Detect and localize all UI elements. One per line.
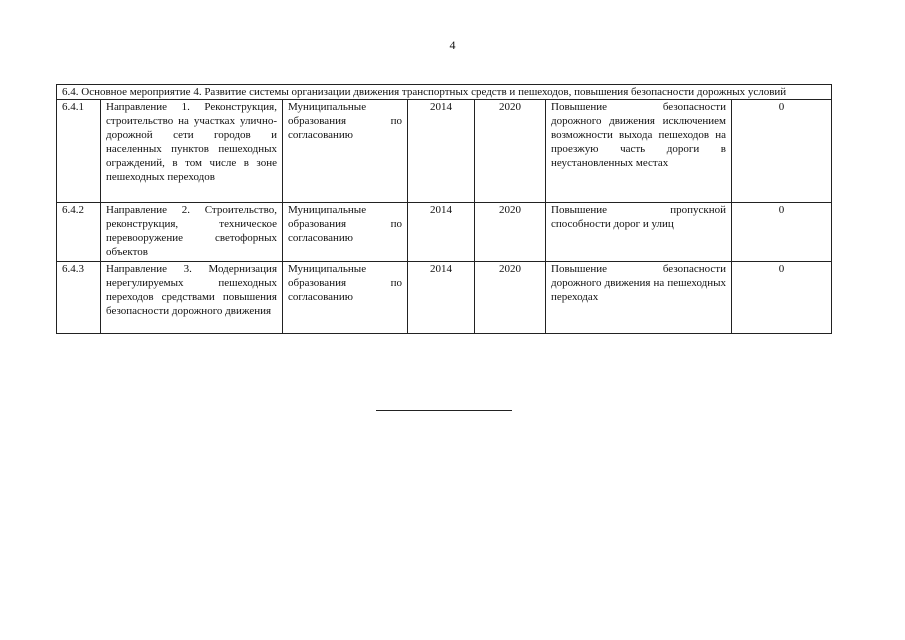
section-row bbox=[57, 85, 832, 100]
table-row bbox=[57, 203, 832, 262]
row-start-year: 2014 bbox=[408, 262, 475, 334]
row-end-year: 2020 bbox=[475, 262, 546, 334]
row-value: 0 bbox=[732, 100, 832, 203]
row-direction: Направление 3. Модернизация нерегулируемых пешеходных переходов средствами повышения безопасности дорожного движения bbox=[101, 262, 283, 334]
row-result: Повышение пропускной способности дорог и улиц bbox=[546, 203, 732, 262]
row-value: 0 bbox=[732, 203, 832, 262]
row-executor: Муниципальные образования по согласованию bbox=[283, 262, 408, 334]
row-direction: Направление 2. Строительство, реконструкция, техническое перевооружение светофорных объектов bbox=[101, 203, 283, 262]
row-result: Повышение безопасности дорожного движения на пешеходных переходах bbox=[546, 262, 732, 334]
row-result: Повышение безопасности дорожного движения исключением возможности выхода пешеходов на проезжую часть дороги в неустановленных местах bbox=[546, 100, 732, 203]
table-row bbox=[57, 262, 832, 334]
section-title: 6.4. Основное мероприятие 4. Развитие системы организации движения транспортных средств и пешеходов, повышения безопасности дорожных условий bbox=[57, 85, 832, 100]
row-start-year: 2014 bbox=[408, 100, 475, 203]
row-value: 0 bbox=[732, 262, 832, 334]
row-number: 6.4.3 bbox=[57, 262, 101, 334]
row-start-year: 2014 bbox=[408, 203, 475, 262]
row-end-year: 2020 bbox=[475, 100, 546, 203]
page-number: 4 bbox=[449, 38, 456, 52]
closing-rule bbox=[376, 410, 512, 411]
row-direction: Направление 1. Реконструкция, строительство на участках улично-дорожной сети городов и населенных пунктов пешеходных ограждений, в том числе в зоне пешеходных переходов bbox=[101, 100, 283, 203]
measures-table bbox=[56, 84, 832, 334]
row-end-year: 2020 bbox=[475, 203, 546, 262]
table-row bbox=[57, 100, 832, 203]
row-executor: Муниципальные образования по согласованию bbox=[283, 203, 408, 262]
row-executor: Муниципальные образования по согласованию bbox=[283, 100, 408, 203]
row-number: 6.4.2 bbox=[57, 203, 101, 262]
row-number: 6.4.1 bbox=[57, 100, 101, 203]
